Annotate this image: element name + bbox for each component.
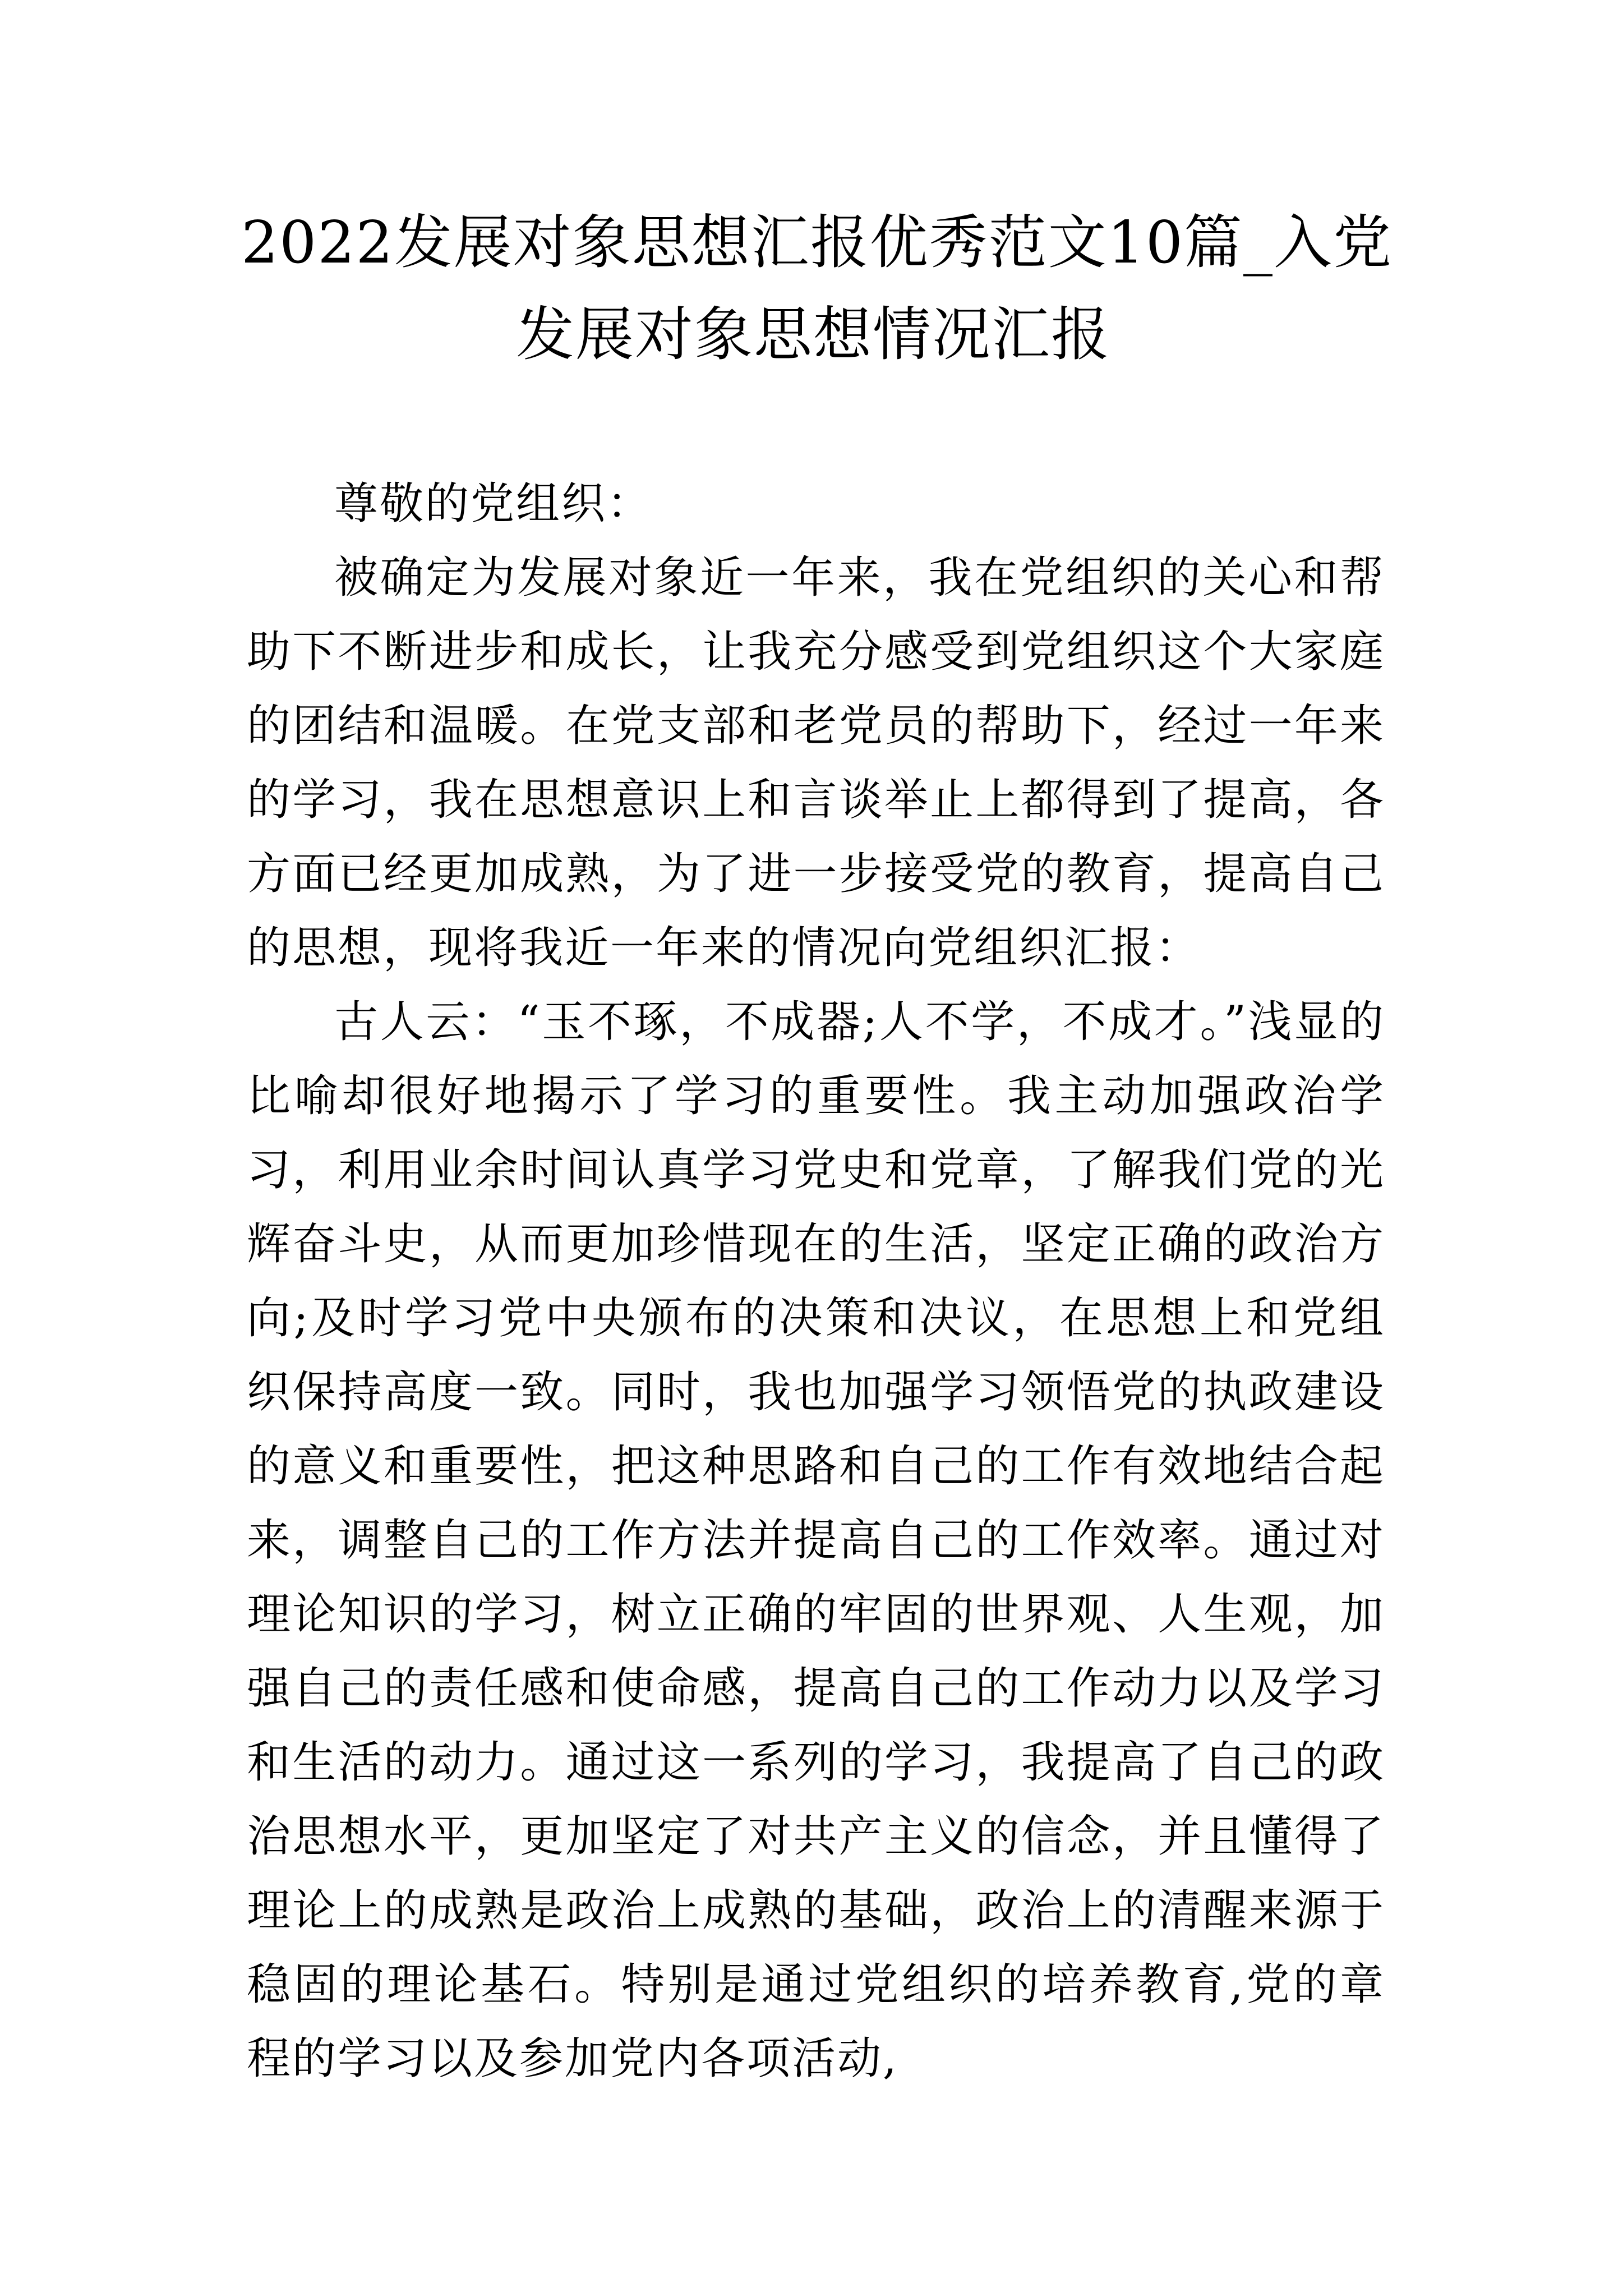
title-line-1: 2022发展对象思想汇报优秀范文10篇_入党 (241, 208, 1393, 277)
document-title (241, 196, 1393, 380)
paragraph-2: 古人云：“玉不琢，不成器;人不学，不成才。”浅显的比喻却很好地揭示了学习的重要性。我主动加强政治学习，利用业余时间认真学习党史和党章，了解我们党的光辉奋斗史，从而更加珍惜现在的生活，坚定正确的政治方向;及时学习党中央颁布的决策和决议，在思想上和党组织保持高度一致。同时，我也加强学习领悟党的执政建设的意义和重要性，把这种思路和自己的工作有效地结合起来，调整自己的工作方法并提高自己的工作效率。通过对理论知识的学习，树立正确的牢固的世界观、人生观，加强自己的责任感和使命感，提高自己的工作动力以及学习和生活的动力。通过这一系列的学习，我提高了自己的政治思想水平，更加坚定了对共产主义的信念，并且懂得了理论上的成熟是政治上成熟的基础，政治上的清醒来源于稳固的理论基石。特别是通过党组织的培养教育,党的章程的学习以及参加党内各项活动, (247, 997, 1385, 2084)
paragraph-1: 被确定为发展对象近一年来，我在党组织的关心和帮助下不断进步和成长，让我充分感受到党组织这个大家庭的团结和温暖。在党支部和老党员的帮助下，经过一年来的学习，我在思想意识上和言谈举止上都得到了提高，各方面已经更加成熟，为了进一步接受党的教育，提高自己的思想，现将我近一年来的情况向党组织汇报： (247, 553, 1385, 973)
salutation: 尊敬的党组织： (334, 478, 653, 529)
title-line-2: 发展对象思想情况汇报 (515, 300, 1110, 369)
document-body (247, 467, 1385, 2096)
